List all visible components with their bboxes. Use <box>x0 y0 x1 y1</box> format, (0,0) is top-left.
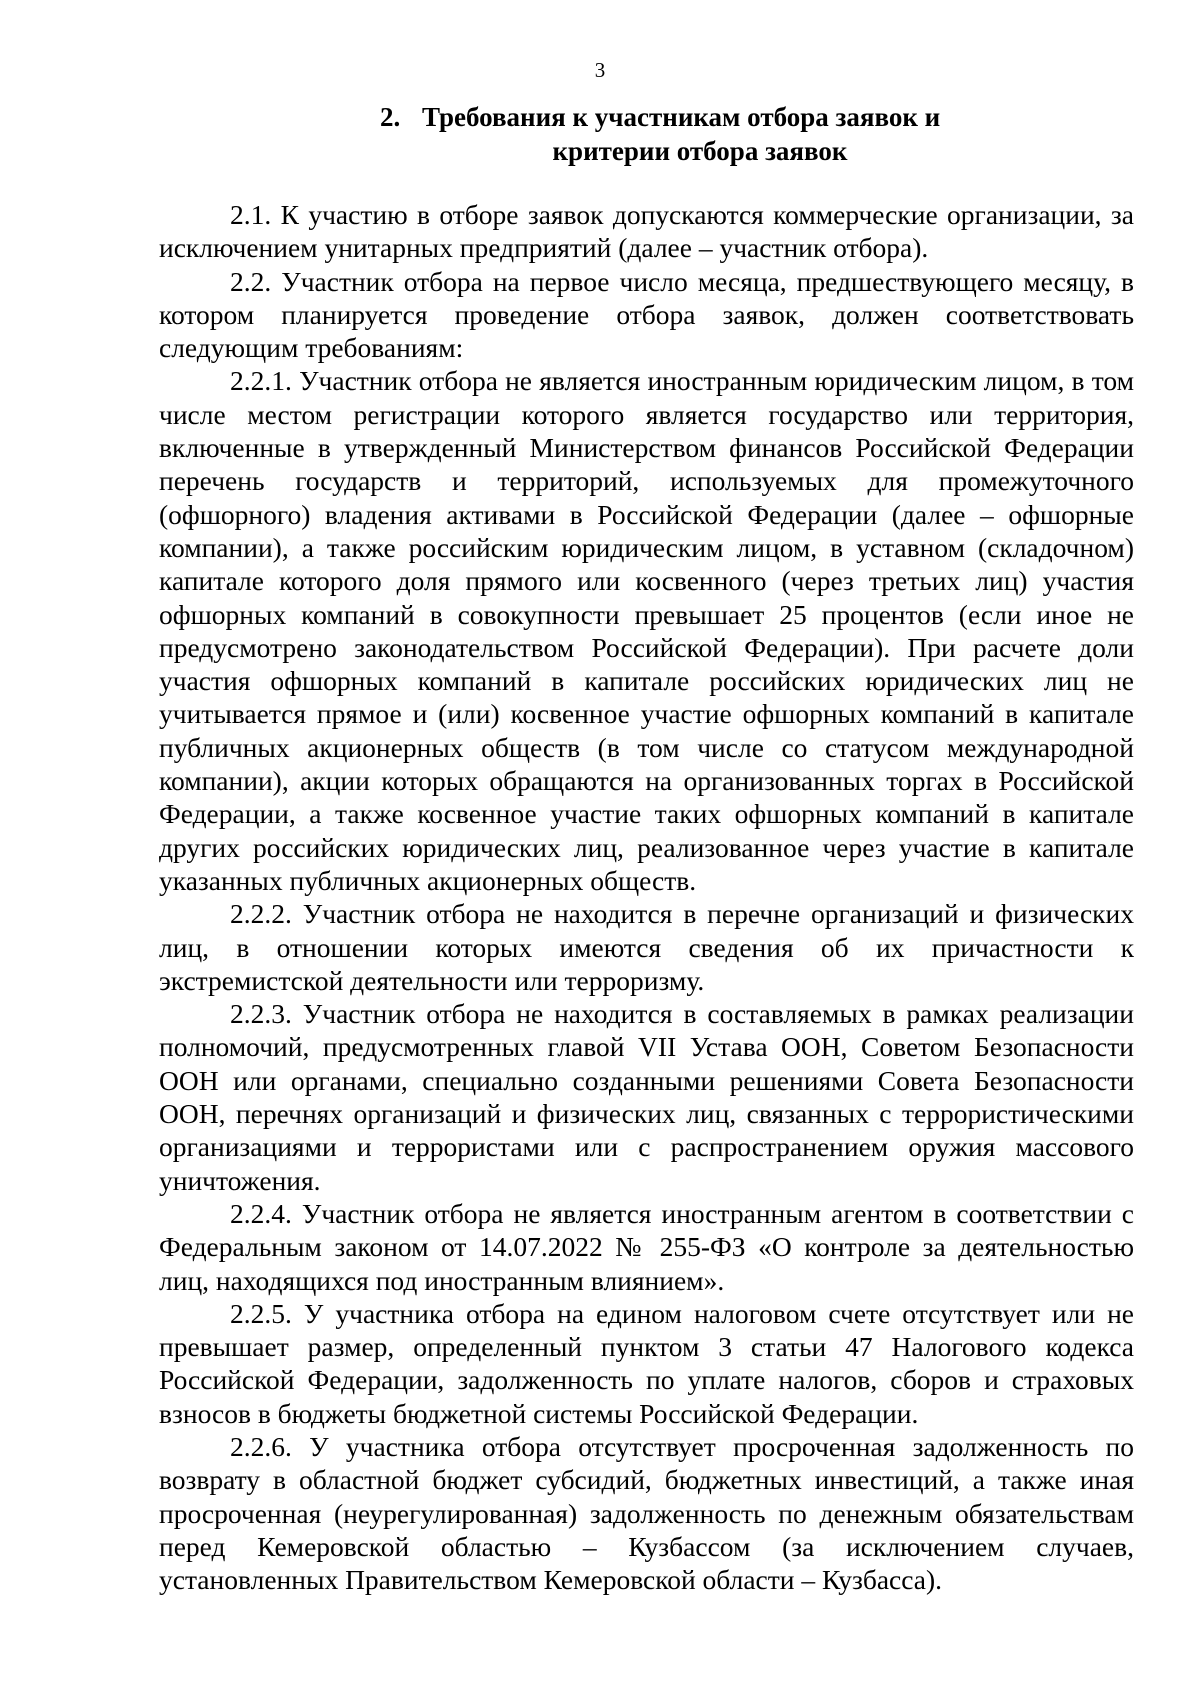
section-title-line2: критерии отбора заявок <box>552 136 848 166</box>
paragraph-2-2-3: 2.2.3. Участник отбора не находится в составляемых в рамках реализации полномочий, предусмотренных главой VII Устава ООН, Советом Безопасности ООН или органами, специально созданными решениями Совета Безопасности ООН, перечнях организаций и физических лиц, связанных с террористическими организациями и террористами или с распространением оружия массового уничтожения. <box>159 998 1134 1196</box>
section-number: 2. <box>380 102 401 132</box>
section-title-line1: Требования к участникам отбора заявок и <box>422 102 941 132</box>
page-number: 3 <box>594 58 606 82</box>
paragraph-2-2-4: 2.2.4. Участник отбора не является иностранным агентом в соответствии с Федеральным законом от 14.07.2022 № 255-ФЗ «О контроле за деятельностью лиц, находящихся под иностранным влиянием». <box>159 1197 1134 1296</box>
paragraph-2-2: 2.2. Участник отбора на первое число месяца, предшествующего месяцу, в котором планируется проведение отбора заявок, должен соответствовать следующим требованиям: <box>159 265 1134 364</box>
paragraph-2-1: 2.1. К участию в отборе заявок допускаются коммерческие организации, за исключением унитарных предприятий (далее – участник отбора). <box>159 199 1134 264</box>
paragraph-2-2-6: 2.2.6. У участника отбора отсутствует просроченная задолженность по возврату в областной бюджет субсидий, бюджетных инвестиций, а также иная просроченная (неурегулированная) задолженность по денежным обязательствам перед Кемеровской областью – Кузбассом (за исключением случаев, установленных Правительством Кемеровской области – Кузбасса). <box>159 1430 1134 1596</box>
paragraph-2-2-2: 2.2.2. Участник отбора не находится в перечне организаций и физических лиц, в отношении которых имеются сведения об их причастности к экстремистской деятельности или терроризму. <box>159 898 1134 996</box>
paragraph-2-2-5: 2.2.5. У участника отбора на едином налоговом счете отсутствует или не превышает размер, определенный пунктом 3 статьи 47 Налогового кодекса Российской Федерации, задолженность по уплате налогов, сборов и страховых взносов в бюджеты бюджетной системы Российской Федерации. <box>159 1297 1134 1429</box>
section-heading-line1 <box>380 100 980 134</box>
document-body <box>159 198 1134 1596</box>
section-heading <box>380 100 980 168</box>
paragraph-2-2-1: 2.2.1. Участник отбора не является иностранным юридическим лицом, в том числе местом регистрации которого является государство или территория, включенные в утвержденный Министерством финансов Российской Федерации перечень государств и территорий, используемых для промежуточного (офшорного) владения активами в Российской Федерации (далее – офшорные компании), а также российским юридическим лицом, в уставном (складочном) капитале которого доля прямого или косвенного (через третьих лиц) участия офшорных компаний в совокупности превышает 25 процентов (если иное не предусмотрено законодательством Российской Федерации). При расчете доли участия офшорных компаний в капитале российских юридических лиц не учитывается прямое и (или) косвенное участие офшорных компаний в капитале публичных акционерных обществ (в том числе со статусом международной компании), акции которых обращаются на организованных торгах в Российской Федерации, а также косвенное участие таких офшорных компаний в капитале других российских юридических лиц, реализованное через участие в капитале указанных публичных акционерных обществ. <box>159 365 1134 896</box>
